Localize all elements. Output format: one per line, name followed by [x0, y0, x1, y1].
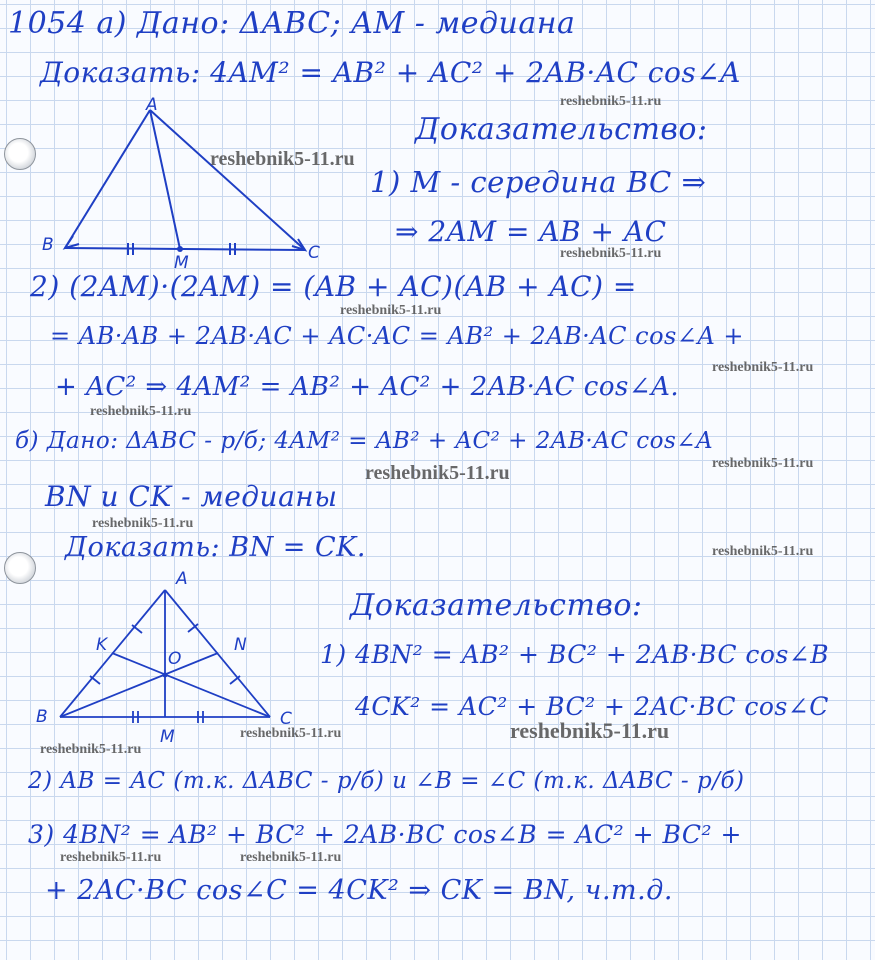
watermark: reshebnik5-11.ru — [365, 462, 510, 484]
fig1-label-b: B — [42, 235, 54, 255]
fig2-label-b: B — [36, 707, 48, 727]
problem-prove-b: Доказать: BN = CK. — [65, 532, 366, 563]
proof-b-step-3: 3) 4BN² = AB² + BC² + 2AB·BC cos∠B = AC² + BC² + — [28, 820, 742, 849]
watermark: reshebnik5-11.ru — [92, 516, 194, 531]
fig2-label-a: A — [176, 569, 188, 589]
fig2-label-k: K — [96, 635, 108, 655]
watermark: reshebnik5-11.ru — [340, 303, 442, 318]
problem-given-b-medians: BN и CK - медианы — [45, 480, 338, 513]
proof-step-2: 2) (2AM)·(2AM) = (AB + AC)(AB + AC) = — [30, 270, 637, 303]
point-o — [163, 673, 168, 678]
proof-b-step-1: 1) 4BN² = AB² + BC² + 2AB·BC cos∠B — [320, 640, 830, 669]
proof-b-step-2: 2) AB = AC (т.к. ΔABC - р/б) и ∠B = ∠C (т.к. ΔABC - р/б) — [28, 768, 745, 794]
proof-heading-b: Доказательство: — [350, 588, 643, 623]
watermark: reshebnik5-11.ru — [510, 718, 670, 743]
watermark: reshebnik5-11.ru — [90, 404, 192, 419]
watermark: reshebnik5-11.ru — [712, 360, 814, 375]
watermark: reshebnik5-11.ru — [560, 246, 662, 261]
proof-b-step-1-second: 4CK² = AC² + BC² + 2AC·BC cos∠C — [355, 692, 829, 721]
fig2-label-o: O — [168, 649, 182, 669]
watermark: reshebnik5-11.ru — [60, 850, 162, 865]
fig2-label-n: N — [234, 635, 247, 655]
watermark: reshebnik5-11.ru — [560, 94, 662, 109]
proof-heading-a: Доказательство: — [415, 112, 708, 147]
watermark: reshebnik5-11.ru — [240, 726, 342, 741]
proof-b-step-3-conclusion: + 2AC·BC cos∠C = 4CK² ⇒ CK = BN, ч.т.д. — [45, 875, 673, 906]
fig2-label-c: C — [280, 709, 292, 729]
watermark: reshebnik5-11.ru — [40, 742, 142, 757]
watermark: reshebnik5-11.ru — [712, 544, 814, 559]
proof-step-2-expansion: = AB·AB + 2AB·AC + AC·AC = AB² + 2AB·AC cos∠A + — [50, 322, 745, 350]
problem-given-b: б) Дано: ΔABC - р/б; 4AM² = AB² + AC² + 2AB·AC cos∠A — [15, 428, 714, 454]
proof-step-2-conclusion: + AC² ⇒ 4AM² = AB² + AC² + 2AB·AC cos∠A. — [55, 372, 680, 402]
figure-isosceles-medians — [60, 590, 270, 723]
fig1-label-a: A — [146, 95, 158, 115]
proof-step-1-result: ⇒ 2AM = AB + AC — [395, 215, 667, 248]
problem-prove-a: Доказать: 4AM² = AB² + AC² + 2AB·AC cos∠A — [40, 56, 741, 89]
watermark: reshebnik5-11.ru — [712, 456, 814, 471]
fig2-label-m: M — [160, 727, 175, 747]
fig1-label-c: C — [308, 243, 320, 263]
point-m — [177, 246, 183, 252]
watermark: reshebnik5-11.ru — [210, 148, 355, 170]
figure-triangle-median — [65, 110, 305, 255]
proof-step-1: 1) M - середина BC ⇒ — [370, 165, 707, 199]
problem-given-a: 1054 а) Дано: ΔABC; AM - медиана — [8, 6, 576, 41]
watermark: reshebnik5-11.ru — [240, 850, 342, 865]
fig1-label-m: M — [174, 253, 189, 273]
